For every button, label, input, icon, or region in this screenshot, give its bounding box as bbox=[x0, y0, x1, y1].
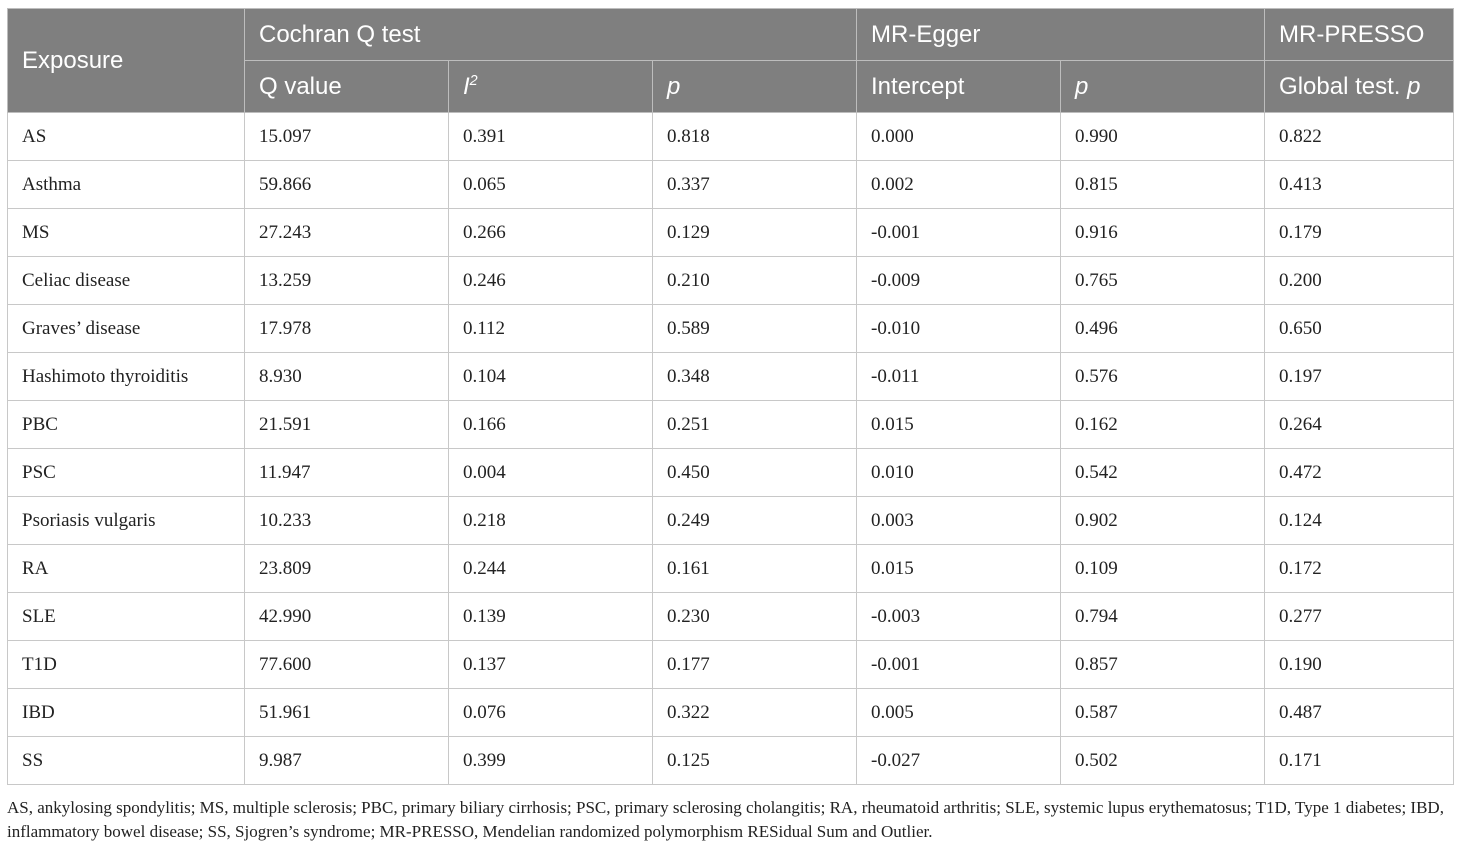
cell-cochran-p: 0.348 bbox=[653, 353, 857, 401]
table-row bbox=[8, 113, 1454, 161]
cell-global-test-p: 0.200 bbox=[1265, 257, 1454, 305]
cell-exposure: IBD bbox=[8, 689, 245, 737]
cell-q-value: 11.947 bbox=[245, 449, 449, 497]
cell-q-value: 77.600 bbox=[245, 641, 449, 689]
cell-q-value: 17.978 bbox=[245, 305, 449, 353]
cell-intercept: -0.010 bbox=[857, 305, 1061, 353]
cell-egger-p: 0.542 bbox=[1061, 449, 1265, 497]
cell-egger-p: 0.916 bbox=[1061, 209, 1265, 257]
cell-cochran-p: 0.818 bbox=[653, 113, 857, 161]
cell-intercept: 0.015 bbox=[857, 545, 1061, 593]
cell-i-squared: 0.104 bbox=[449, 353, 653, 401]
cell-exposure: PSC bbox=[8, 449, 245, 497]
cell-i-squared: 0.137 bbox=[449, 641, 653, 689]
cell-q-value: 51.961 bbox=[245, 689, 449, 737]
cell-cochran-p: 0.450 bbox=[653, 449, 857, 497]
table-row bbox=[8, 737, 1454, 785]
cell-egger-p: 0.496 bbox=[1061, 305, 1265, 353]
results-table bbox=[7, 8, 1454, 785]
cell-i-squared: 0.004 bbox=[449, 449, 653, 497]
egger-p-label: p bbox=[1075, 72, 1089, 100]
cell-i-squared: 0.076 bbox=[449, 689, 653, 737]
table-row bbox=[8, 641, 1454, 689]
cell-global-test-p: 0.190 bbox=[1265, 641, 1454, 689]
cell-i-squared: 0.112 bbox=[449, 305, 653, 353]
cell-cochran-p: 0.161 bbox=[653, 545, 857, 593]
cell-intercept: -0.001 bbox=[857, 209, 1061, 257]
header-intercept: Intercept bbox=[857, 61, 1061, 113]
cell-intercept: -0.027 bbox=[857, 737, 1061, 785]
table-row bbox=[8, 353, 1454, 401]
cell-i-squared: 0.246 bbox=[449, 257, 653, 305]
cell-intercept: 0.003 bbox=[857, 497, 1061, 545]
cell-egger-p: 0.815 bbox=[1061, 161, 1265, 209]
cell-cochran-p: 0.230 bbox=[653, 593, 857, 641]
cell-i-squared: 0.218 bbox=[449, 497, 653, 545]
cell-q-value: 27.243 bbox=[245, 209, 449, 257]
cell-i-squared: 0.065 bbox=[449, 161, 653, 209]
cell-intercept: -0.009 bbox=[857, 257, 1061, 305]
i-squared-superscript: 2 bbox=[469, 72, 478, 89]
cell-q-value: 42.990 bbox=[245, 593, 449, 641]
cell-exposure: AS bbox=[8, 113, 245, 161]
cell-exposure: PBC bbox=[8, 401, 245, 449]
table-row bbox=[8, 209, 1454, 257]
global-test-label: Global test. bbox=[1279, 72, 1401, 100]
table-row bbox=[8, 497, 1454, 545]
cell-i-squared: 0.166 bbox=[449, 401, 653, 449]
cell-global-test-p: 0.472 bbox=[1265, 449, 1454, 497]
cell-exposure: Hashimoto thyroiditis bbox=[8, 353, 245, 401]
cell-i-squared: 0.266 bbox=[449, 209, 653, 257]
cell-egger-p: 0.902 bbox=[1061, 497, 1265, 545]
cell-i-squared: 0.244 bbox=[449, 545, 653, 593]
cell-global-test-p: 0.124 bbox=[1265, 497, 1454, 545]
cell-egger-p: 0.794 bbox=[1061, 593, 1265, 641]
cell-q-value: 21.591 bbox=[245, 401, 449, 449]
cell-intercept: 0.002 bbox=[857, 161, 1061, 209]
table-row bbox=[8, 449, 1454, 497]
cell-egger-p: 0.502 bbox=[1061, 737, 1265, 785]
cell-intercept: 0.010 bbox=[857, 449, 1061, 497]
table-body bbox=[8, 113, 1454, 785]
i-squared-base: I bbox=[463, 72, 470, 100]
table-row bbox=[8, 161, 1454, 209]
cell-cochran-p: 0.129 bbox=[653, 209, 857, 257]
cell-exposure: Graves’ disease bbox=[8, 305, 245, 353]
cell-global-test-p: 0.264 bbox=[1265, 401, 1454, 449]
cell-i-squared: 0.399 bbox=[449, 737, 653, 785]
cell-global-test-p: 0.822 bbox=[1265, 113, 1454, 161]
cell-q-value: 15.097 bbox=[245, 113, 449, 161]
header-row-groups bbox=[8, 9, 1454, 61]
cell-exposure: Celiac disease bbox=[8, 257, 245, 305]
table-row bbox=[8, 305, 1454, 353]
cell-cochran-p: 0.322 bbox=[653, 689, 857, 737]
cell-q-value: 23.809 bbox=[245, 545, 449, 593]
cell-egger-p: 0.109 bbox=[1061, 545, 1265, 593]
header-cochran-p bbox=[653, 61, 857, 113]
cell-cochran-p: 0.210 bbox=[653, 257, 857, 305]
cell-global-test-p: 0.650 bbox=[1265, 305, 1454, 353]
cell-intercept: 0.005 bbox=[857, 689, 1061, 737]
cell-intercept: -0.003 bbox=[857, 593, 1061, 641]
table-footnote: AS, ankylosing spondylitis; MS, multiple sclerosis; PBC, primary biliary cirrhosis; PSC, primary sclerosing cholangitis; RA, rheumatoid arthritis; SLE, systemic lupus erythematosus; T1D, Type 1 diabetes; IBD, inflammatory bowel disease; SS, Sjogren’s syndrome; MR-PRESSO, Mendelian randomized polymorphism RESidual Sum and Outlier. bbox=[7, 798, 1444, 841]
cell-exposure: RA bbox=[8, 545, 245, 593]
cell-egger-p: 0.990 bbox=[1061, 113, 1265, 161]
header-egger-p bbox=[1061, 61, 1265, 113]
table-row bbox=[8, 593, 1454, 641]
cell-intercept: -0.001 bbox=[857, 641, 1061, 689]
cell-global-test-p: 0.197 bbox=[1265, 353, 1454, 401]
cell-global-test-p: 0.171 bbox=[1265, 737, 1454, 785]
cell-exposure: MS bbox=[8, 209, 245, 257]
header-mr-egger: MR-Egger bbox=[857, 9, 1265, 61]
cell-global-test-p: 0.179 bbox=[1265, 209, 1454, 257]
cell-global-test-p: 0.487 bbox=[1265, 689, 1454, 737]
cell-q-value: 13.259 bbox=[245, 257, 449, 305]
cell-q-value: 9.987 bbox=[245, 737, 449, 785]
cell-egger-p: 0.576 bbox=[1061, 353, 1265, 401]
header-q-value: Q value bbox=[245, 61, 449, 113]
header-exposure: Exposure bbox=[8, 9, 245, 113]
cell-egger-p: 0.857 bbox=[1061, 641, 1265, 689]
cell-exposure: Asthma bbox=[8, 161, 245, 209]
cell-egger-p: 0.162 bbox=[1061, 401, 1265, 449]
table-row bbox=[8, 689, 1454, 737]
cell-q-value: 8.930 bbox=[245, 353, 449, 401]
cell-q-value: 59.866 bbox=[245, 161, 449, 209]
cell-cochran-p: 0.177 bbox=[653, 641, 857, 689]
header-global-test-p bbox=[1265, 61, 1454, 113]
cell-cochran-p: 0.589 bbox=[653, 305, 857, 353]
cell-intercept: -0.011 bbox=[857, 353, 1061, 401]
header-mr-presso: MR-PRESSO bbox=[1265, 9, 1454, 61]
cell-global-test-p: 0.277 bbox=[1265, 593, 1454, 641]
table-header bbox=[8, 9, 1454, 113]
cell-cochran-p: 0.125 bbox=[653, 737, 857, 785]
cell-global-test-p: 0.172 bbox=[1265, 545, 1454, 593]
cell-egger-p: 0.587 bbox=[1061, 689, 1265, 737]
cell-cochran-p: 0.249 bbox=[653, 497, 857, 545]
header-i-squared bbox=[449, 61, 653, 113]
cell-cochran-p: 0.337 bbox=[653, 161, 857, 209]
header-cochran-q-test: Cochran Q test bbox=[245, 9, 857, 61]
table-row bbox=[8, 401, 1454, 449]
cell-exposure: T1D bbox=[8, 641, 245, 689]
cell-intercept: 0.015 bbox=[857, 401, 1061, 449]
cell-egger-p: 0.765 bbox=[1061, 257, 1265, 305]
cochran-p-label: p bbox=[667, 72, 681, 100]
results-table-container bbox=[7, 8, 1453, 785]
cell-cochran-p: 0.251 bbox=[653, 401, 857, 449]
table-row bbox=[8, 545, 1454, 593]
cell-exposure: Psoriasis vulgaris bbox=[8, 497, 245, 545]
cell-i-squared: 0.391 bbox=[449, 113, 653, 161]
global-test-p-label: p bbox=[1407, 72, 1421, 100]
table-row bbox=[8, 257, 1454, 305]
cell-intercept: 0.000 bbox=[857, 113, 1061, 161]
cell-exposure: SS bbox=[8, 737, 245, 785]
cell-i-squared: 0.139 bbox=[449, 593, 653, 641]
cell-global-test-p: 0.413 bbox=[1265, 161, 1454, 209]
cell-exposure: SLE bbox=[8, 593, 245, 641]
cell-q-value: 10.233 bbox=[245, 497, 449, 545]
